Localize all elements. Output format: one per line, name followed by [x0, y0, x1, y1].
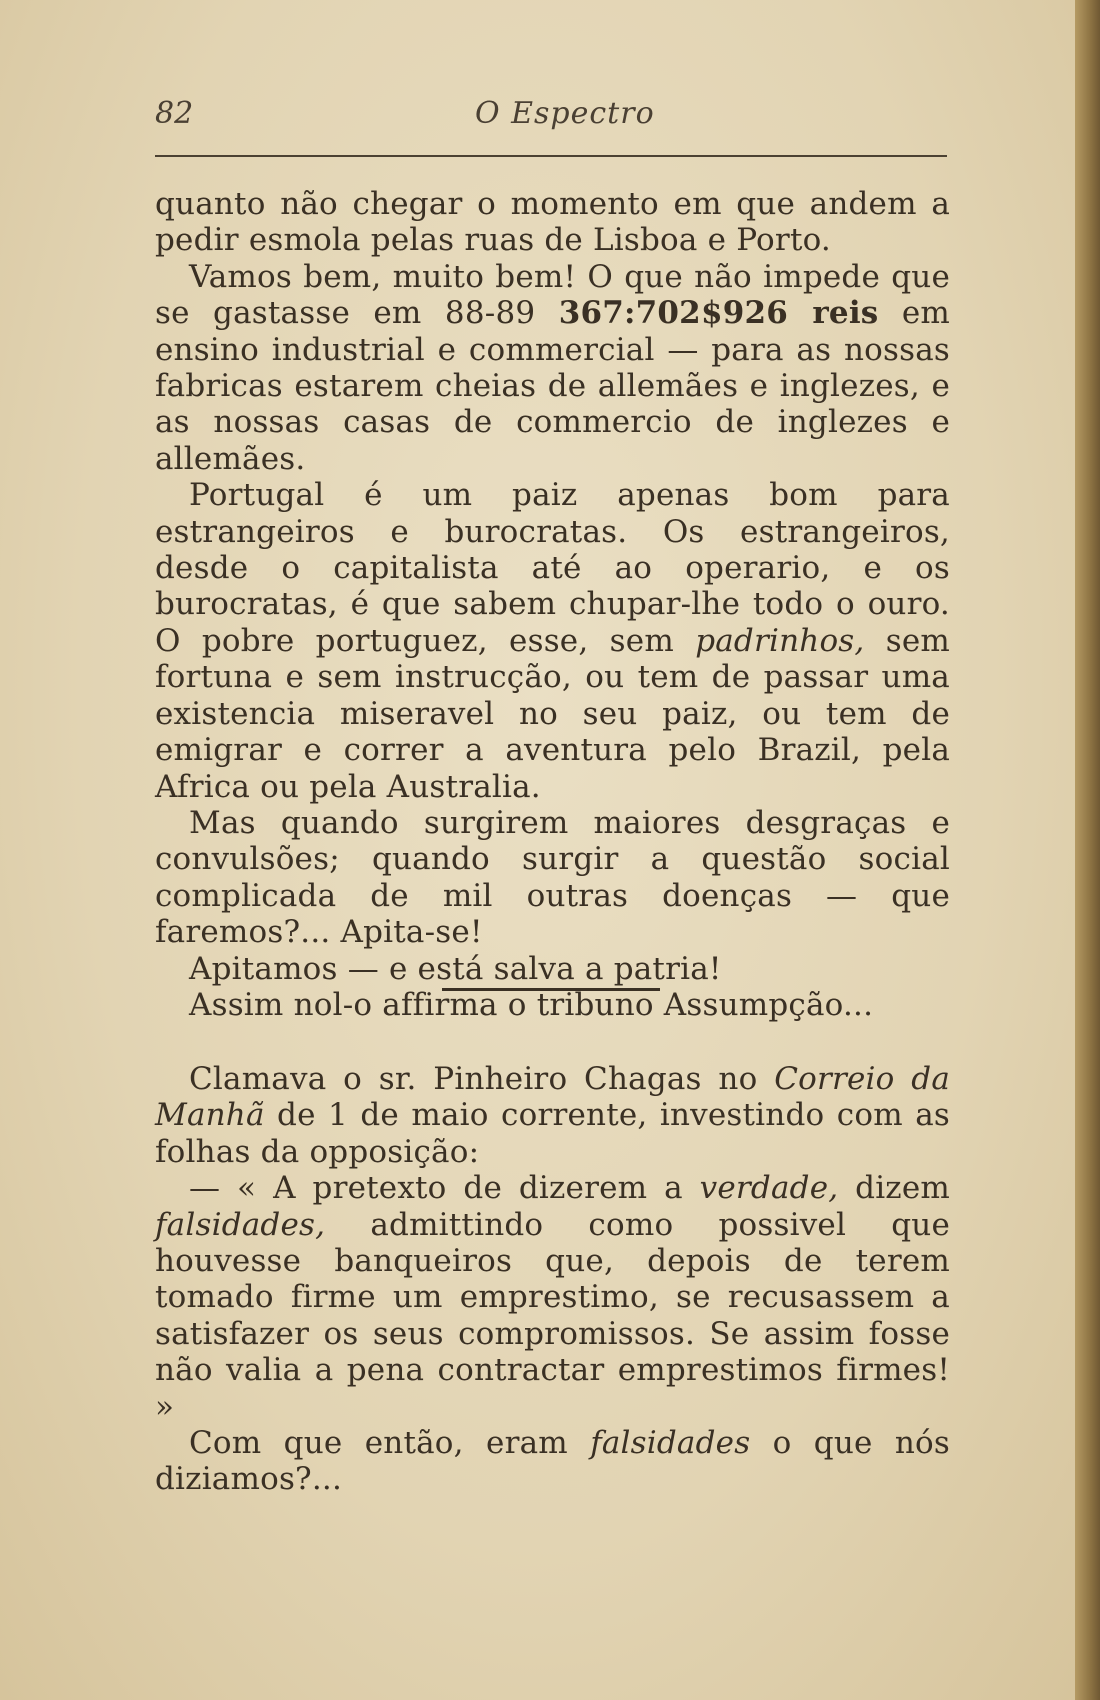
page-header	[155, 96, 945, 140]
running-title: O Espectro	[475, 96, 655, 131]
paragraph-3: Portugal é um paiz apenas bom para estrangeiros e burocratas. Os estrangeiros, desde o capitalista até ao operario, e os burocratas, é que sabem chupar-lhe todo o ouro. O pobre portuguez, esse, sem padrinhos, sem fortuna e sem instrucção, ou tem de passar uma existencia miseravel no seu paiz, ou tem de emigrar e correr a aventura pelo Brazil, pela Africa ou pela Australia.	[155, 477, 950, 805]
paragraph-1: quanto não chegar o momento em que andem a pedir esmola pelas ruas de Lisboa e Porto.	[155, 186, 950, 259]
paragraph-2: Vamos bem, muito bem! O que não impede que se gastasse em 88-89 367:702$926 reis em ensino industrial e commercial — para as nossas fabricas estarem cheias de allemães e inglezes, e as nossas casas de commercio de inglezes e allemães.	[155, 258, 950, 477]
italic-term: verdade,	[699, 1170, 839, 1207]
page-number: 82	[155, 96, 194, 131]
paragraph-5: Apitamos — e está salva a patria!	[189, 950, 722, 987]
paragraph-4: Mas quando surgirem maiores desgraças e convulsões; quando surgir a questão social complicada de mil outras doenças — que faremos?... Apita-se!	[155, 804, 950, 951]
text-section-1	[155, 186, 950, 1023]
text-section-2	[155, 1061, 950, 1498]
newspaper-title: Correio da Manhã	[155, 1061, 951, 1134]
header-rule	[155, 155, 947, 157]
italic-term: falsidades,	[155, 1206, 326, 1243]
paragraph-9: Com que então, eram falsidades o que nós diziamos?...	[155, 1425, 950, 1498]
italic-term: padrinhos,	[695, 622, 865, 659]
paragraph-7: Clamava o sr. Pinheiro Chagas no Correio da Manhã de 1 de maio corrente, investindo com as folhas da opposição:	[155, 1061, 951, 1170]
amount-figure: 367:702$926 reis	[558, 295, 879, 332]
quotation-paragraph: — « A pretexto de dizerem a verdade, dizem falsidades, admittindo como possivel que houvesse banqueiros que, depois de terem tomado firme um emprestimo, se recusassem a satisfazer os seus compromissos. Se assim fosse não valia a pena contractar emprestimos firmes! »	[155, 1170, 950, 1425]
paragraph-6: Assim nol-o affirma o tribuno Assumpção...	[189, 986, 874, 1023]
book-spine	[1075, 0, 1100, 1700]
section-separator	[442, 988, 660, 991]
italic-term: falsidades	[590, 1425, 751, 1462]
